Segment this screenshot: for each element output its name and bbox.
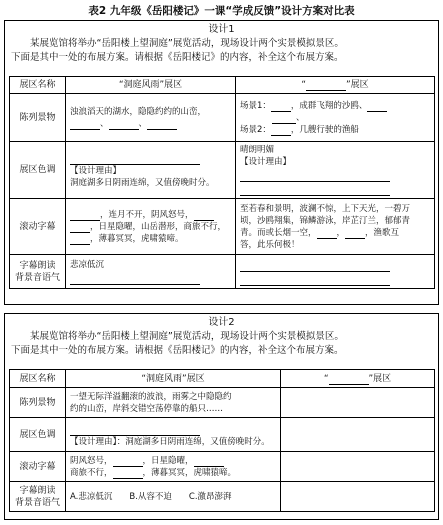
blank-field[interactable] xyxy=(70,222,90,233)
table-caption: 表2 九年级《岳阳楼记》一课“学成反馈”设计方案对比表 xyxy=(88,5,355,17)
blank-field[interactable] xyxy=(271,125,291,136)
col-header-a: “洞庭风雨”展区 xyxy=(66,370,281,388)
col-header-name: 展区名称 xyxy=(10,77,66,94)
blank-field[interactable] xyxy=(70,272,200,285)
design2-intro xyxy=(5,330,438,358)
row-label-subtitles: 滚动字幕 xyxy=(10,199,66,255)
design1-title: 设计1 xyxy=(208,24,235,35)
d2-exhibits-a: 一望无际洋溢翻滚的波浪，雨雾之中隐隐约 约的山峦，岸斜交错空荡停靠的船只…… xyxy=(66,388,281,418)
blank-field[interactable] xyxy=(113,456,143,467)
d1-exhibits-a: 浊浪滔天的湖水，隐隐约约的山峦， 、 、 xyxy=(66,94,236,142)
blank-field[interactable] xyxy=(306,80,346,91)
blank-field[interactable] xyxy=(317,228,337,239)
d1-voice-b xyxy=(236,255,435,289)
d1-exhibits-b: 场景1： ，成群飞翔的沙鸥、 、 场景2： ，几艘行驶的渔船 xyxy=(236,94,435,142)
design1-table xyxy=(9,76,435,289)
d2-exhibits-b xyxy=(281,388,435,418)
d2-tone-a: 【设计理由】：洞庭湖多日阴雨连绵，又值傍晚时分。 xyxy=(66,418,281,452)
d2-subtitles-a: 阴风怒号， ，日星隐曜， 商旅不行， ，薄暮冥冥，虎啸猿啼。 xyxy=(66,452,281,482)
row-label-exhibits: 陈列景物 xyxy=(10,388,66,418)
blank-field[interactable] xyxy=(70,423,200,436)
blank-field[interactable] xyxy=(367,101,387,112)
blank-field[interactable] xyxy=(240,273,390,286)
blank-field[interactable] xyxy=(240,169,390,182)
blank-field[interactable] xyxy=(113,468,143,479)
row-label-tone: 展区色调 xyxy=(10,418,66,452)
d1-voice-a: 悲凉低沉 xyxy=(66,255,236,289)
design1-intro-line1: 某展览馆将举办“岳阳楼上望洞庭”展览活动，现场设计两个实景模拟景区。 xyxy=(30,38,344,49)
blank-field[interactable] xyxy=(240,259,390,272)
design2-table xyxy=(9,369,435,512)
blank-field[interactable] xyxy=(194,456,224,467)
blank-field[interactable] xyxy=(329,374,369,385)
design2-panel xyxy=(4,313,439,520)
d1-subtitles-b: 至若春和景明，波澜不惊，上下天光，一碧万 顷，沙鸥翔集，锦鳞游泳，岸芷汀兰，郁郁青 青。而或长烟一空， ， ，渔歌互 答，此乐何极！ xyxy=(236,199,435,255)
blank-field[interactable] xyxy=(272,113,296,124)
blank-field[interactable] xyxy=(70,210,100,221)
design2-title: 设计2 xyxy=(208,317,235,328)
blank-field[interactable] xyxy=(147,119,177,130)
blank-field[interactable] xyxy=(240,183,390,196)
blank-field[interactable] xyxy=(70,152,200,165)
row-label-tone: 展区色调 xyxy=(10,142,66,199)
col-header-a: “洞庭风雨”展区 xyxy=(66,77,236,94)
design1-intro xyxy=(5,37,438,65)
design1-panel xyxy=(4,20,439,305)
blank-field[interactable] xyxy=(345,228,365,239)
blank-field[interactable] xyxy=(271,101,291,112)
blank-field[interactable] xyxy=(109,119,139,130)
design2-intro-line2: 下面是其中一处的布展方案。请根据《岳阳楼记》的内容，补全这个布展方案。 xyxy=(11,345,344,356)
row-label-exhibits: 陈列景物 xyxy=(10,94,66,142)
col-header-b: “ ”展区 xyxy=(281,370,435,388)
d1-subtitles-a: ，连月不开，阴风怒号， ，日星隐曜，山岳潜形，商旅不行， ，薄暮冥冥，虎啸猿啼。 xyxy=(66,199,236,255)
d1-tone-a: 【设计理由】 洞庭湖多日阴雨连绵，又值傍晚时分。 xyxy=(66,142,236,199)
design1-intro-line2: 下面是其中一处的布展方案。请根据《岳阳楼记》的内容，补全这个布展方案。 xyxy=(11,52,344,63)
row-label-tone-voice: 字幕朗读 背景音语气 xyxy=(10,255,66,289)
d1-tone-b: 晴朗明媚 【设计理由】 xyxy=(236,142,435,199)
row-label-tone-voice: 字幕朗读 背景音语气 xyxy=(10,482,66,512)
d2-tone-b xyxy=(281,418,435,452)
d2-subtitles-b xyxy=(281,452,435,482)
row-label-subtitles: 滚动字幕 xyxy=(10,452,66,482)
blank-field[interactable] xyxy=(70,234,90,245)
blank-field[interactable] xyxy=(70,119,100,130)
design2-intro-line1: 某展览馆将举办“岳阳楼上望洞庭”展览活动，现场设计两个实景模拟景区。 xyxy=(30,331,344,342)
col-header-name: 展区名称 xyxy=(10,370,66,388)
blank-field[interactable] xyxy=(194,210,214,221)
d2-voice-a: A.悲凉低沉 B.从容不迫 C.激昂澎湃 xyxy=(66,482,281,512)
d2-voice-b xyxy=(281,482,435,512)
col-header-b: “ ”展区 xyxy=(236,77,435,94)
